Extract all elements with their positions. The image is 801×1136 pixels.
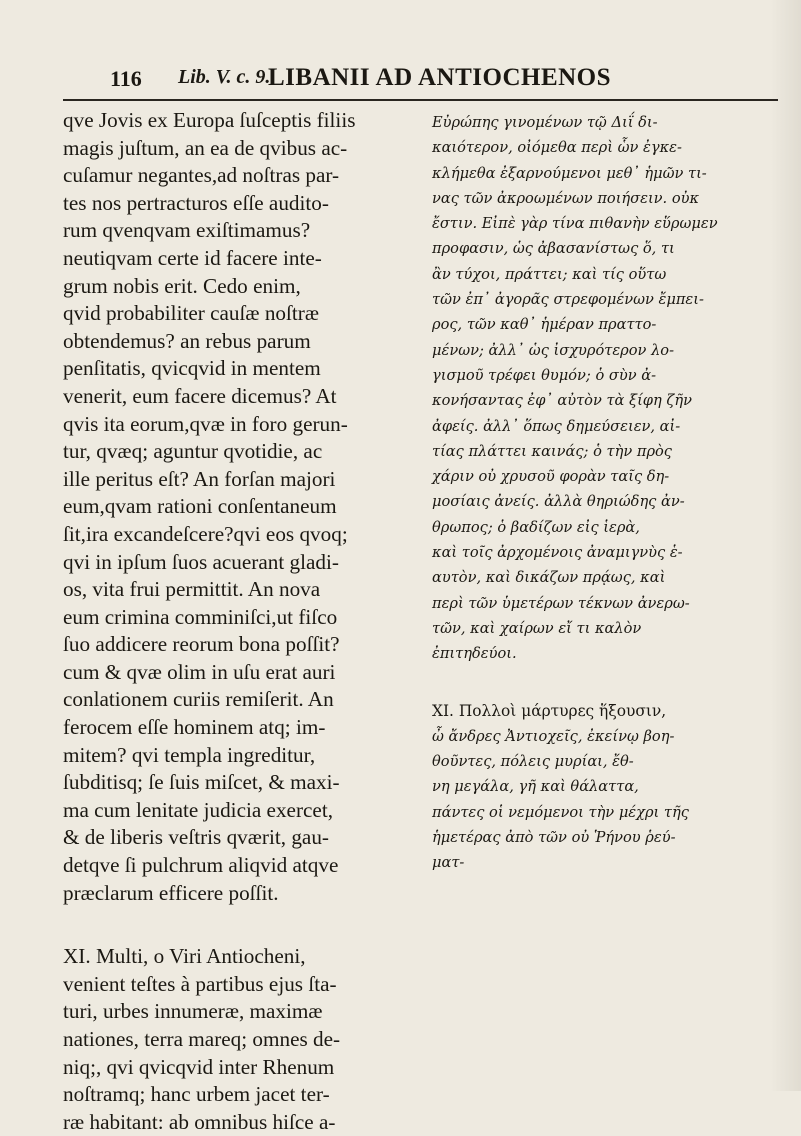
section-gap <box>432 667 784 699</box>
text-line: ἔστιν. Εἰπὲ γὰρ τίνα πιθανὴν εὕρωμεν <box>432 215 718 233</box>
latin-column <box>63 107 413 1136</box>
text-line: XI. Multi, o Viri Antiocheni, <box>63 944 306 969</box>
text-line: καὶ τοῖς ἀρχομένοις ἀναμιγνὺς ἑ- <box>432 544 683 562</box>
text-line: mitem? qvi templa ingreditur, <box>63 742 316 767</box>
header-rule <box>63 99 778 101</box>
page-fold-shadow <box>770 0 801 1091</box>
text-line: detqve ſi pulchrum aliqvid atqve <box>63 853 339 878</box>
text-line: κλήμεθα ἐξαρνούμενοι μεθ᾽ ἡμῶν τι- <box>432 164 707 182</box>
text-line: eum crimina comminiſci,ut fiſco <box>63 604 338 629</box>
running-title: LIBANII AD ANTIOCHENOS <box>268 64 612 91</box>
text-line: os, vita frui permittit. An nova <box>63 577 321 602</box>
text-line: κονήσαντας ἐφ᾽ αὐτὸν τὰ ξίφη ζῆν <box>432 392 692 410</box>
text-line: cuſamur negantes,ad noſtras par- <box>63 163 340 188</box>
text-line: grum nobis erit. Cedo enim, <box>63 273 301 298</box>
text-line: tes nos pertracturos eſſe audito- <box>63 190 329 215</box>
text-line: ἐπιτηδεύοι. <box>432 645 517 663</box>
text-line: ἡμετέρας ἀπὸ τῶν οὐ Ῥήνου ῥεύ- <box>432 829 676 847</box>
text-line: cum & qvæ olim in uſu erat auri <box>63 659 336 684</box>
text-line: neutiqvam certe id facere inte- <box>63 245 322 270</box>
text-line: νη μεγάλα, γῆ καὶ θάλαττα, <box>432 778 639 796</box>
text-line: ſuo addicere reorum bona poſſit? <box>63 632 340 657</box>
text-line: qvid probabiliter cauſæ noſtræ <box>63 301 319 326</box>
text-line: rum qvenqvam exiſtimamus? <box>63 218 311 243</box>
text-line: τῶν ἐπ᾽ ἀγορᾶς στρεφομένων ἔμπει- <box>432 291 704 309</box>
text-line: τίας πλάττει καινάς; ὁ τὴν πρὸς <box>432 442 672 460</box>
text-line: προφασιν, ὡς ἀβασανίστως ὅ, τι <box>432 240 675 258</box>
text-line: τῶν, καὶ χαίρων εἴ τι καλὸν <box>432 619 642 637</box>
text-line: penſitatis, qvicqvid in mentem <box>63 356 321 381</box>
text-line: μένων; ἀλλ᾽ ὡς ἰσχυρότερον λο- <box>432 341 675 359</box>
text-line: obtendemus? an rebus parum <box>63 328 311 353</box>
latin-paragraph-2 <box>63 943 413 1136</box>
text-line: Εὐρώπης γινομένων τῷ Διΐ δι- <box>432 114 658 131</box>
text-line: magis juſtum, an ea de qvibus ac- <box>63 135 348 160</box>
text-line: & de liberis veſtris qværit, gau- <box>63 825 329 850</box>
text-line: XI. Πολλοὶ μάρτυρες ἥξουσιν, <box>432 701 667 720</box>
book-chapter-reference: Lib. V. c. 9. <box>178 66 271 88</box>
text-line: περὶ τῶν ὑμετέρων τέκνων ἀνερω- <box>432 594 690 612</box>
text-line: θοῦντες, πόλεις μυρίαι, ἔθ- <box>432 753 634 771</box>
text-line: qvi in ipſum ſuos acuerant gladi- <box>63 549 339 574</box>
page-number: 116 <box>110 66 142 91</box>
text-line: ferocem eſſe hominem atq; im- <box>63 715 326 740</box>
section-gap <box>63 907 413 943</box>
text-line: αυτὸν, καὶ δικάζων πρᾴως, καὶ <box>432 569 666 587</box>
text-line: χάριν οὐ χρυσοῦ φορὰν ταῖς δη- <box>432 468 670 486</box>
text-line: καιότερον, οἰόμεθα περὶ ὧν ἐγκε- <box>432 139 682 157</box>
text-line: ἂν τύχοι, πράττει; καὶ τίς οὕτω <box>432 265 667 283</box>
text-line: ille peritus eſt? An forſan majori <box>63 466 336 491</box>
text-line: ſit,ira excandeſcere?qvi eos qvoq; <box>63 521 348 546</box>
running-header <box>58 58 778 98</box>
text-line: ματ- <box>432 854 465 872</box>
text-line: ρος, τῶν καθ᾽ ἡμέραν πραττο- <box>432 316 657 334</box>
text-line: eum,qvam rationi conſentaneum <box>63 494 337 519</box>
text-line: θρωπος; ὁ βαδίζων εἰς ἱερὰ, <box>432 518 640 536</box>
text-line: niq;, qvi qvicqvid inter Rhenum <box>63 1054 335 1079</box>
text-line: ἀφείς. ἀλλ᾽ ὅπως δημεύσειεν, αἰ- <box>432 417 681 435</box>
text-line: nationes, terra mareq; omnes de- <box>63 1027 341 1051</box>
text-line: νας τῶν ἀκροωμένων ποιήσειν. οὐκ <box>432 189 700 207</box>
greek-column <box>432 110 784 876</box>
text-line: ma cum lenitate judicia exercet, <box>63 797 334 822</box>
text-line: conlationem curiis remiſerit. An <box>63 687 334 712</box>
text-line: turi, urbes innumeræ, maximæ <box>63 999 323 1024</box>
text-line: tur, qvæq; aguntur qvotidie, ac <box>63 439 323 464</box>
greek-paragraph-1 <box>432 110 784 667</box>
latin-paragraph-1 <box>63 107 413 907</box>
text-line: qve Jovis ex Europa ſuſceptis filiis <box>63 108 356 132</box>
text-line: μοσίαις ἀνείς. ἀλλὰ θηριώδης ἀν- <box>432 493 685 511</box>
text-line: noſtramq; hanc urbem jacet ter- <box>63 1082 330 1107</box>
text-line: ſubditisq; ſe ſuis miſcet, & maxi- <box>63 770 340 795</box>
text-line: ὦ ἄνδρες Ἀντιοχεῖς, ἐκείνῳ βοη- <box>432 727 675 745</box>
text-line: πάντες οἱ νεμόμενοι τὴν μέχρι τῆς <box>432 803 689 821</box>
text-line: ræ habitant: ab omnibus hiſce a- <box>63 1109 336 1134</box>
text-line: venient teſtes à partibus ejus ſta- <box>63 971 337 996</box>
text-line: venerit, eum facere dicemus? At <box>63 383 337 408</box>
text-line: qvis ita eorum,qvæ in foro gerun- <box>63 411 348 436</box>
text-line: γισμοῦ τρέφει θυμόν; ὁ σὺν ἀ- <box>432 366 656 384</box>
text-line: præclarum efficere poſſit. <box>63 880 279 905</box>
greek-paragraph-2 <box>432 699 784 876</box>
